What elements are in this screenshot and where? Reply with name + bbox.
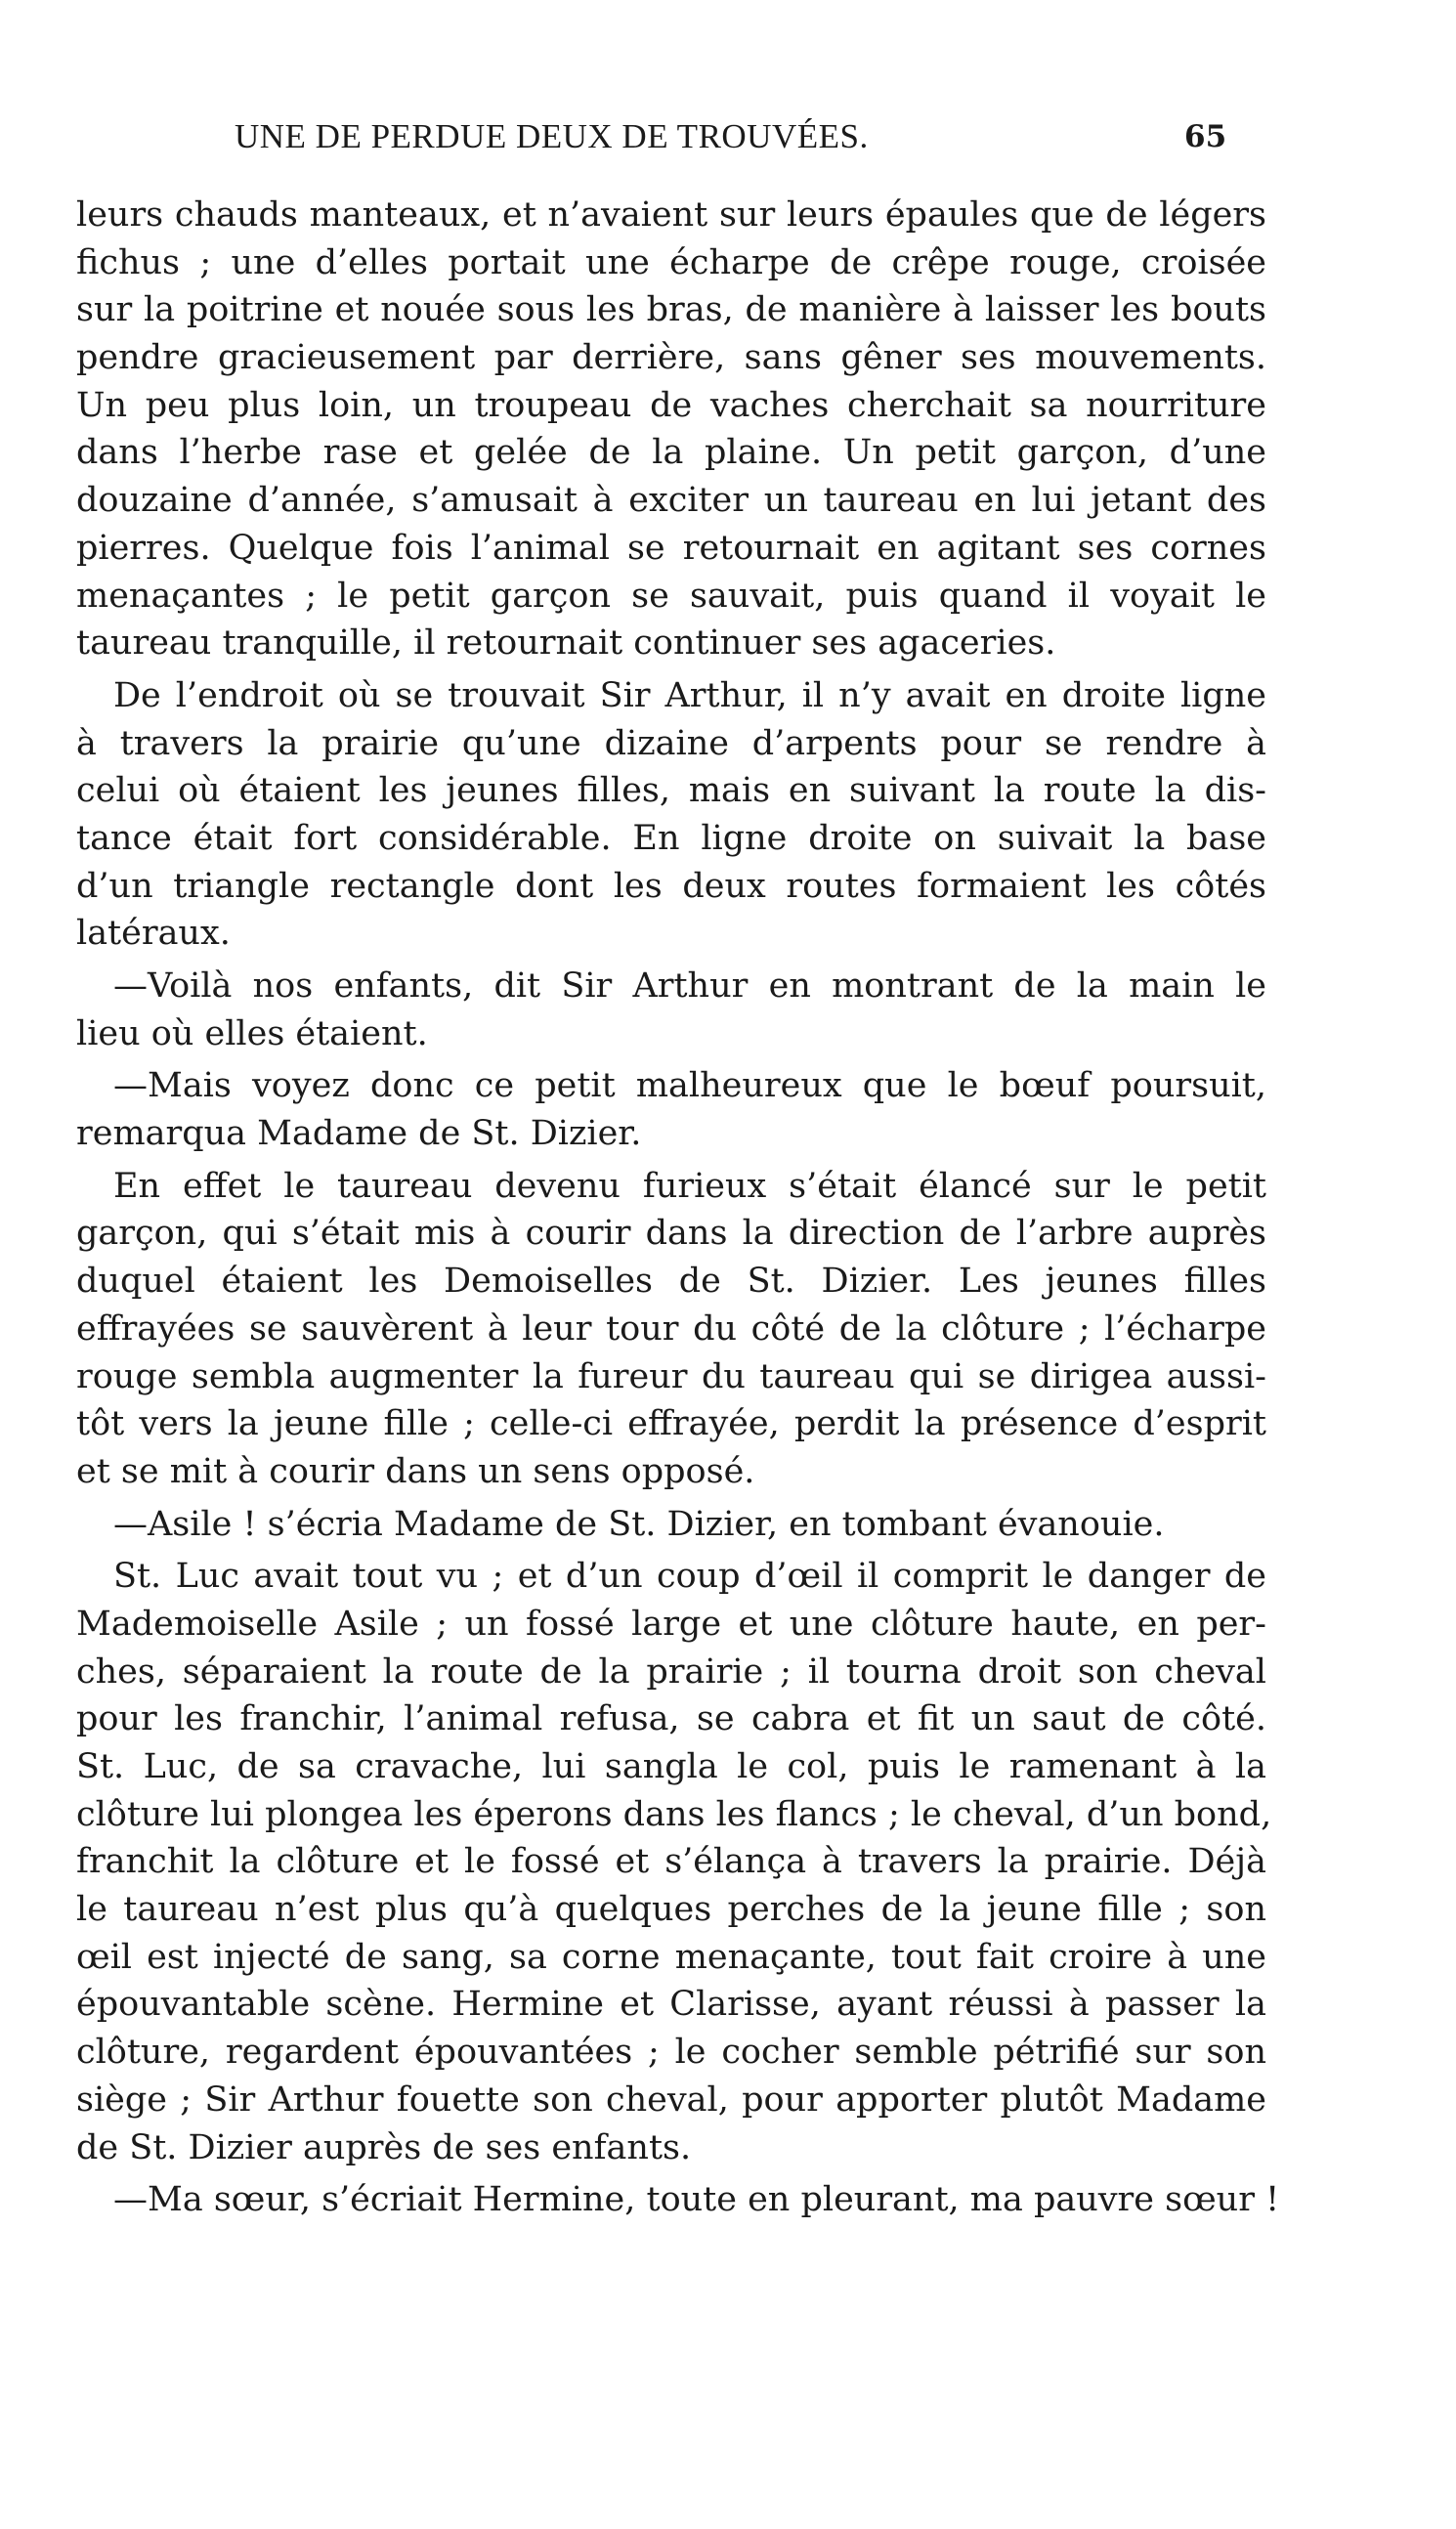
text-line: En effet le taureau devenu furieux s’était élancé sur le petit — [113, 1166, 1266, 1206]
text-line: rouge sembla augmenter la fureur du taureau qui se dirigea aussi- — [76, 1356, 1266, 1396]
text-line: St. Luc avait tout vu ; et d’un coup d’œil il comprit le danger de — [113, 1557, 1266, 1597]
text-line: remarqua Madame de St. Dizier. — [76, 1114, 642, 1154]
text-line: franchit la clôture et le fossé et s’élança à travers la prairie. Déjà — [76, 1842, 1266, 1882]
text-line: pierres. Quelque fois l’animal se retournait en agitant ses cornes — [76, 528, 1266, 568]
page-number: 65 — [1184, 119, 1227, 154]
text-line: leurs chauds manteaux, et n’avaient sur leurs épaules que de légers — [76, 195, 1266, 235]
text-line: celui où étaient les jeunes filles, mais en suivant la route la dis- — [76, 771, 1266, 811]
text-line: St. Luc, de sa cravache, lui sangla le col, puis le ramenant à la — [76, 1747, 1266, 1786]
paragraph — [76, 1062, 1266, 1157]
text-line: clôture, regardent épouvantées ; le cocher semble pétrifié sur son — [76, 2033, 1266, 2073]
text-line: d’un triangle rectangle dont les deux routes formaient les côtés — [76, 866, 1266, 906]
text-line: garçon, qui s’était mis à courir dans la direction de l’arbre auprès — [76, 1214, 1266, 1254]
paragraph — [76, 1553, 1272, 2171]
text-line: duquel étaient les Demoiselles de St. Dizier. Les jeunes filles — [76, 1262, 1266, 1302]
text-line: menaçantes ; le petit garçon se sauvait, puis quand il voyait le — [76, 576, 1266, 616]
text-line: douzaine d’année, s’amusait à exciter un taureau en lui jetant des — [76, 481, 1266, 521]
text-line: taureau tranquille, il retournait continuer ses agaceries. — [76, 623, 1056, 664]
text-line: lieu où elles étaient. — [76, 1013, 428, 1053]
text-line: ches, séparaient la route de la prairie ; il tourna droit son cheval — [76, 1651, 1266, 1692]
text-line: sur la poitrine et nouée sous les bras, de manière à laisser les bouts — [76, 290, 1266, 330]
text-line: épouvantable scène. Hermine et Clarisse, ayant réussi à passer la — [76, 1985, 1266, 2025]
text-line: De l’endroit où se trouvait Sir Arthur, il n’y avait en droite ligne — [113, 675, 1266, 715]
text-line: —Ma sœur, s’écriait Hermine, toute en pleurant, ma pauvre sœur ! — [113, 2180, 1280, 2220]
text-line: —Voilà nos enfants, dit Sir Arthur en montrant de la main le — [113, 966, 1266, 1006]
paragraph — [76, 1501, 1266, 1549]
text-line: œil est injecté de sang, sa corne menaçante, tout fait croire à une — [76, 1937, 1266, 1977]
paragraph — [76, 672, 1266, 958]
paragraph — [76, 192, 1266, 667]
text-line: Mademoiselle Asile ; un fossé large et une clôture haute, en per- — [76, 1604, 1266, 1644]
paragraph — [76, 963, 1266, 1057]
text-line: pendre gracieusement par derrière, sans gêner ses mouvements. — [76, 338, 1266, 378]
paragraph — [76, 1163, 1266, 1496]
text-line: à travers la prairie qu’une dizaine d’arpents pour se rendre à — [76, 723, 1266, 763]
text-line: effrayées se sauvèrent à leur tour du côté de la clôture ; l’écharpe — [76, 1308, 1266, 1349]
text-line: —Mais voyez donc ce petit malheureux que le bœuf poursuit, — [113, 1066, 1266, 1106]
text-line: tôt vers la jeune fille ; celle-ci effrayée, perdit la présence d’esprit — [76, 1404, 1266, 1444]
text-line: latéraux. — [76, 914, 231, 954]
text-line: Un peu plus loin, un troupeau de vaches cherchait sa nourriture — [76, 385, 1266, 425]
text-line: fichus ; une d’elles portait une écharpe de crêpe rouge, croisée — [76, 242, 1266, 282]
text-line: et se mit à courir dans un sens opposé. — [76, 1451, 755, 1491]
paragraph — [76, 2176, 1280, 2224]
text-line: tance était fort considérable. En ligne droite on suivait la base — [76, 818, 1266, 858]
text-line: dans l’herbe rase et gelée de la plaine. Un petit garçon, d’une — [76, 433, 1266, 473]
text-line: pour les franchir, l’animal refusa, se cabra et fit un saut de côté. — [76, 1699, 1266, 1739]
running-title: UNE DE PERDUE DEUX DE TROUVÉES. — [235, 117, 869, 155]
text-line: siège ; Sir Arthur fouette son cheval, pour apporter plutôt Madame — [76, 2079, 1266, 2120]
text-line: clôture lui plongea les éperons dans les flancs ; le cheval, d’un bond, — [76, 1794, 1272, 1834]
text-line: de St. Dizier auprès de ses enfants. — [76, 2127, 692, 2167]
text-line: —Asile ! s’écria Madame de St. Dizier, en tombant évanouie. — [113, 1504, 1165, 1544]
text-line: le taureau n’est plus qu’à quelques perches de la jeune fille ; son — [76, 1890, 1266, 1930]
body-text — [76, 192, 1280, 2224]
